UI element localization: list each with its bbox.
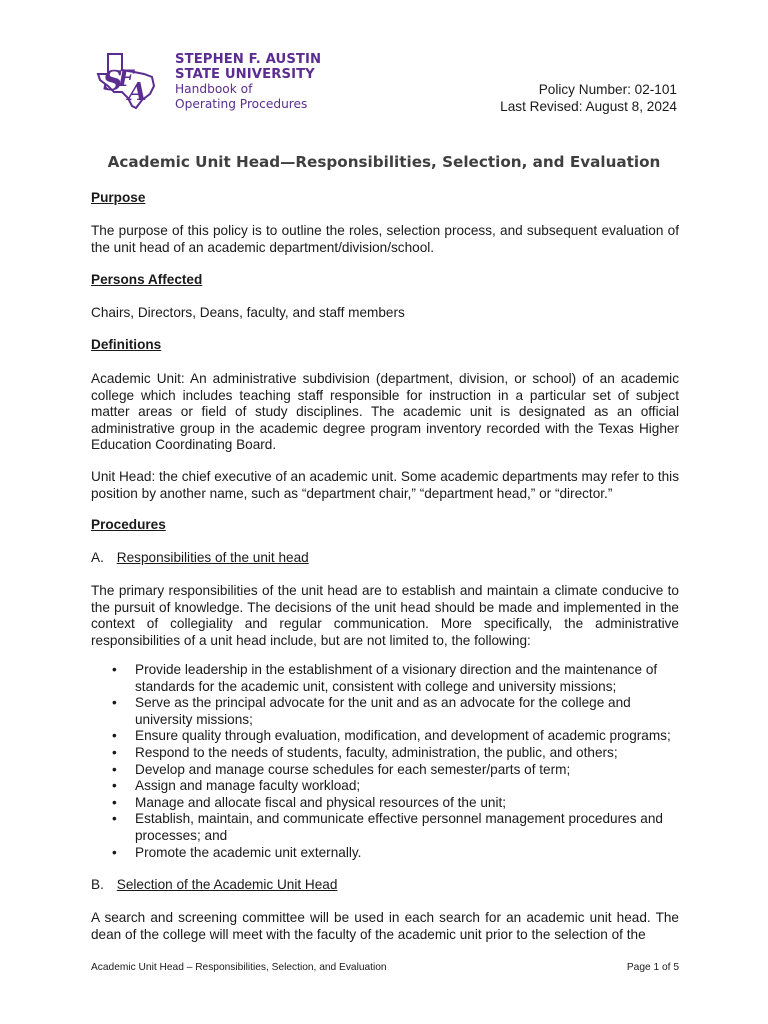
document-title: Academic Unit Head—Responsibilities, Selection, and Evaluation <box>107 153 661 171</box>
list-item-text: Ensure quality through evaluation, modification, and development of academic programs; <box>135 728 671 744</box>
subsection-a-letter: A. <box>91 550 104 565</box>
sfa-logo-icon <box>94 50 160 112</box>
list-item-text: Provide leadership in the establishment of a visionary direction and the maintenance of standards for the academic unit, consistent with college and university missions; <box>135 662 658 694</box>
purpose-text: The purpose of this policy is to outline the roles, selection process, and subsequent evaluation of the unit head of an academic department/division/school. <box>91 223 679 255</box>
purpose-heading: Purpose <box>91 190 146 205</box>
bullet-icon: • <box>112 844 117 860</box>
definition-unit-head: Unit Head: the chief executive of an academic unit. Some academic departments may refer to this position by another name, such as “department chair,” “department head,” or “director.” <box>91 469 679 501</box>
list-item <box>112 762 679 779</box>
responsibilities-list <box>112 662 679 861</box>
subsection-b-letter: B. <box>91 877 104 892</box>
bullet-icon: • <box>112 794 117 810</box>
university-name-line2: STATE UNIVERSITY <box>175 67 315 82</box>
policy-meta <box>500 81 677 115</box>
subsection-b-heading <box>91 877 679 894</box>
list-item-text: Promote the academic unit externally. <box>135 844 362 860</box>
university-wordmark <box>175 52 321 111</box>
footer-title: Academic Unit Head – Responsibilities, Selection, and Evaluation <box>91 962 387 973</box>
bullet-icon: • <box>112 778 117 794</box>
subsection-a-title: Responsibilities of the unit head <box>116 550 309 565</box>
svg-text:A: A <box>128 77 147 106</box>
subsection-b-title: Selection of the Academic Unit Head <box>116 877 338 892</box>
subsection-a-heading <box>91 550 679 567</box>
svg-text:F: F <box>118 66 134 92</box>
definitions-heading: Definitions <box>91 337 162 352</box>
list-item-text: Respond to the needs of students, faculty, administration, the public, and others; <box>135 744 618 760</box>
list-item <box>112 795 679 812</box>
handbook-line2: Operating Procedures <box>175 96 308 111</box>
definition-academic-unit: Academic Unit: An administrative subdivision (department, division, or school) of an academic college which includes teaching staff responsible for instruction in a particular set of subject matter areas or field of study disciplines. The academic unit is designated as an official administrative group in the academic degree program inventory recorded with the Texas Higher Education Coordinating Board. <box>91 371 679 453</box>
list-item-text: Develop and manage course schedules for each semester/parts of term; <box>135 761 571 777</box>
last-revised: Last Revised: August 8, 2024 <box>500 99 677 114</box>
list-item <box>112 845 679 862</box>
persons-affected-heading: Persons Affected <box>91 272 203 287</box>
subsection-b-text: A search and screening committee will be used in each search for an academic unit head. The dean of the college will meet with the faculty of the academic unit prior to the selection of the <box>91 910 679 942</box>
persons-affected-text: Chairs, Directors, Deans, faculty, and staff members <box>91 305 405 320</box>
list-item <box>112 728 679 745</box>
subsection-a-intro: The primary responsibilities of the unit head are to establish and maintain a climate conducive to the pursuit of knowledge. The decisions of the unit head should be made and implemented in the context of collegiality and regular communication. More specifically, the administrative responsibilities of a unit head include, but are not limited to, the following: <box>91 583 679 648</box>
bullet-icon: • <box>112 744 117 760</box>
list-item <box>112 662 679 695</box>
list-item <box>112 778 679 795</box>
page-footer <box>91 962 679 973</box>
list-item <box>112 695 679 728</box>
list-item-text: Manage and allocate fiscal and physical resources of the unit; <box>135 794 507 810</box>
list-item-text: Serve as the principal advocate for the unit and as an advocate for the college and university missions; <box>135 695 631 727</box>
list-item-text: Establish, maintain, and communicate effective personnel management procedures and processes; and <box>135 811 663 843</box>
bullet-icon: • <box>112 662 117 677</box>
bullet-icon: • <box>112 728 117 744</box>
handbook-line1: Handbook of <box>175 82 253 96</box>
procedures-heading: Procedures <box>91 517 166 532</box>
list-item-text: Assign and manage faculty workload; <box>135 778 361 794</box>
list-item <box>112 811 679 844</box>
bullet-icon: • <box>112 695 117 711</box>
policy-number: Policy Number: 02-101 <box>538 82 677 97</box>
svg-text:S: S <box>103 66 123 97</box>
page-number: Page 1 of 5 <box>626 962 679 973</box>
university-name-line1: STEPHEN F. AUSTIN <box>175 52 322 67</box>
bullet-icon: • <box>112 811 117 827</box>
bullet-icon: • <box>112 761 117 777</box>
list-item <box>112 745 679 762</box>
